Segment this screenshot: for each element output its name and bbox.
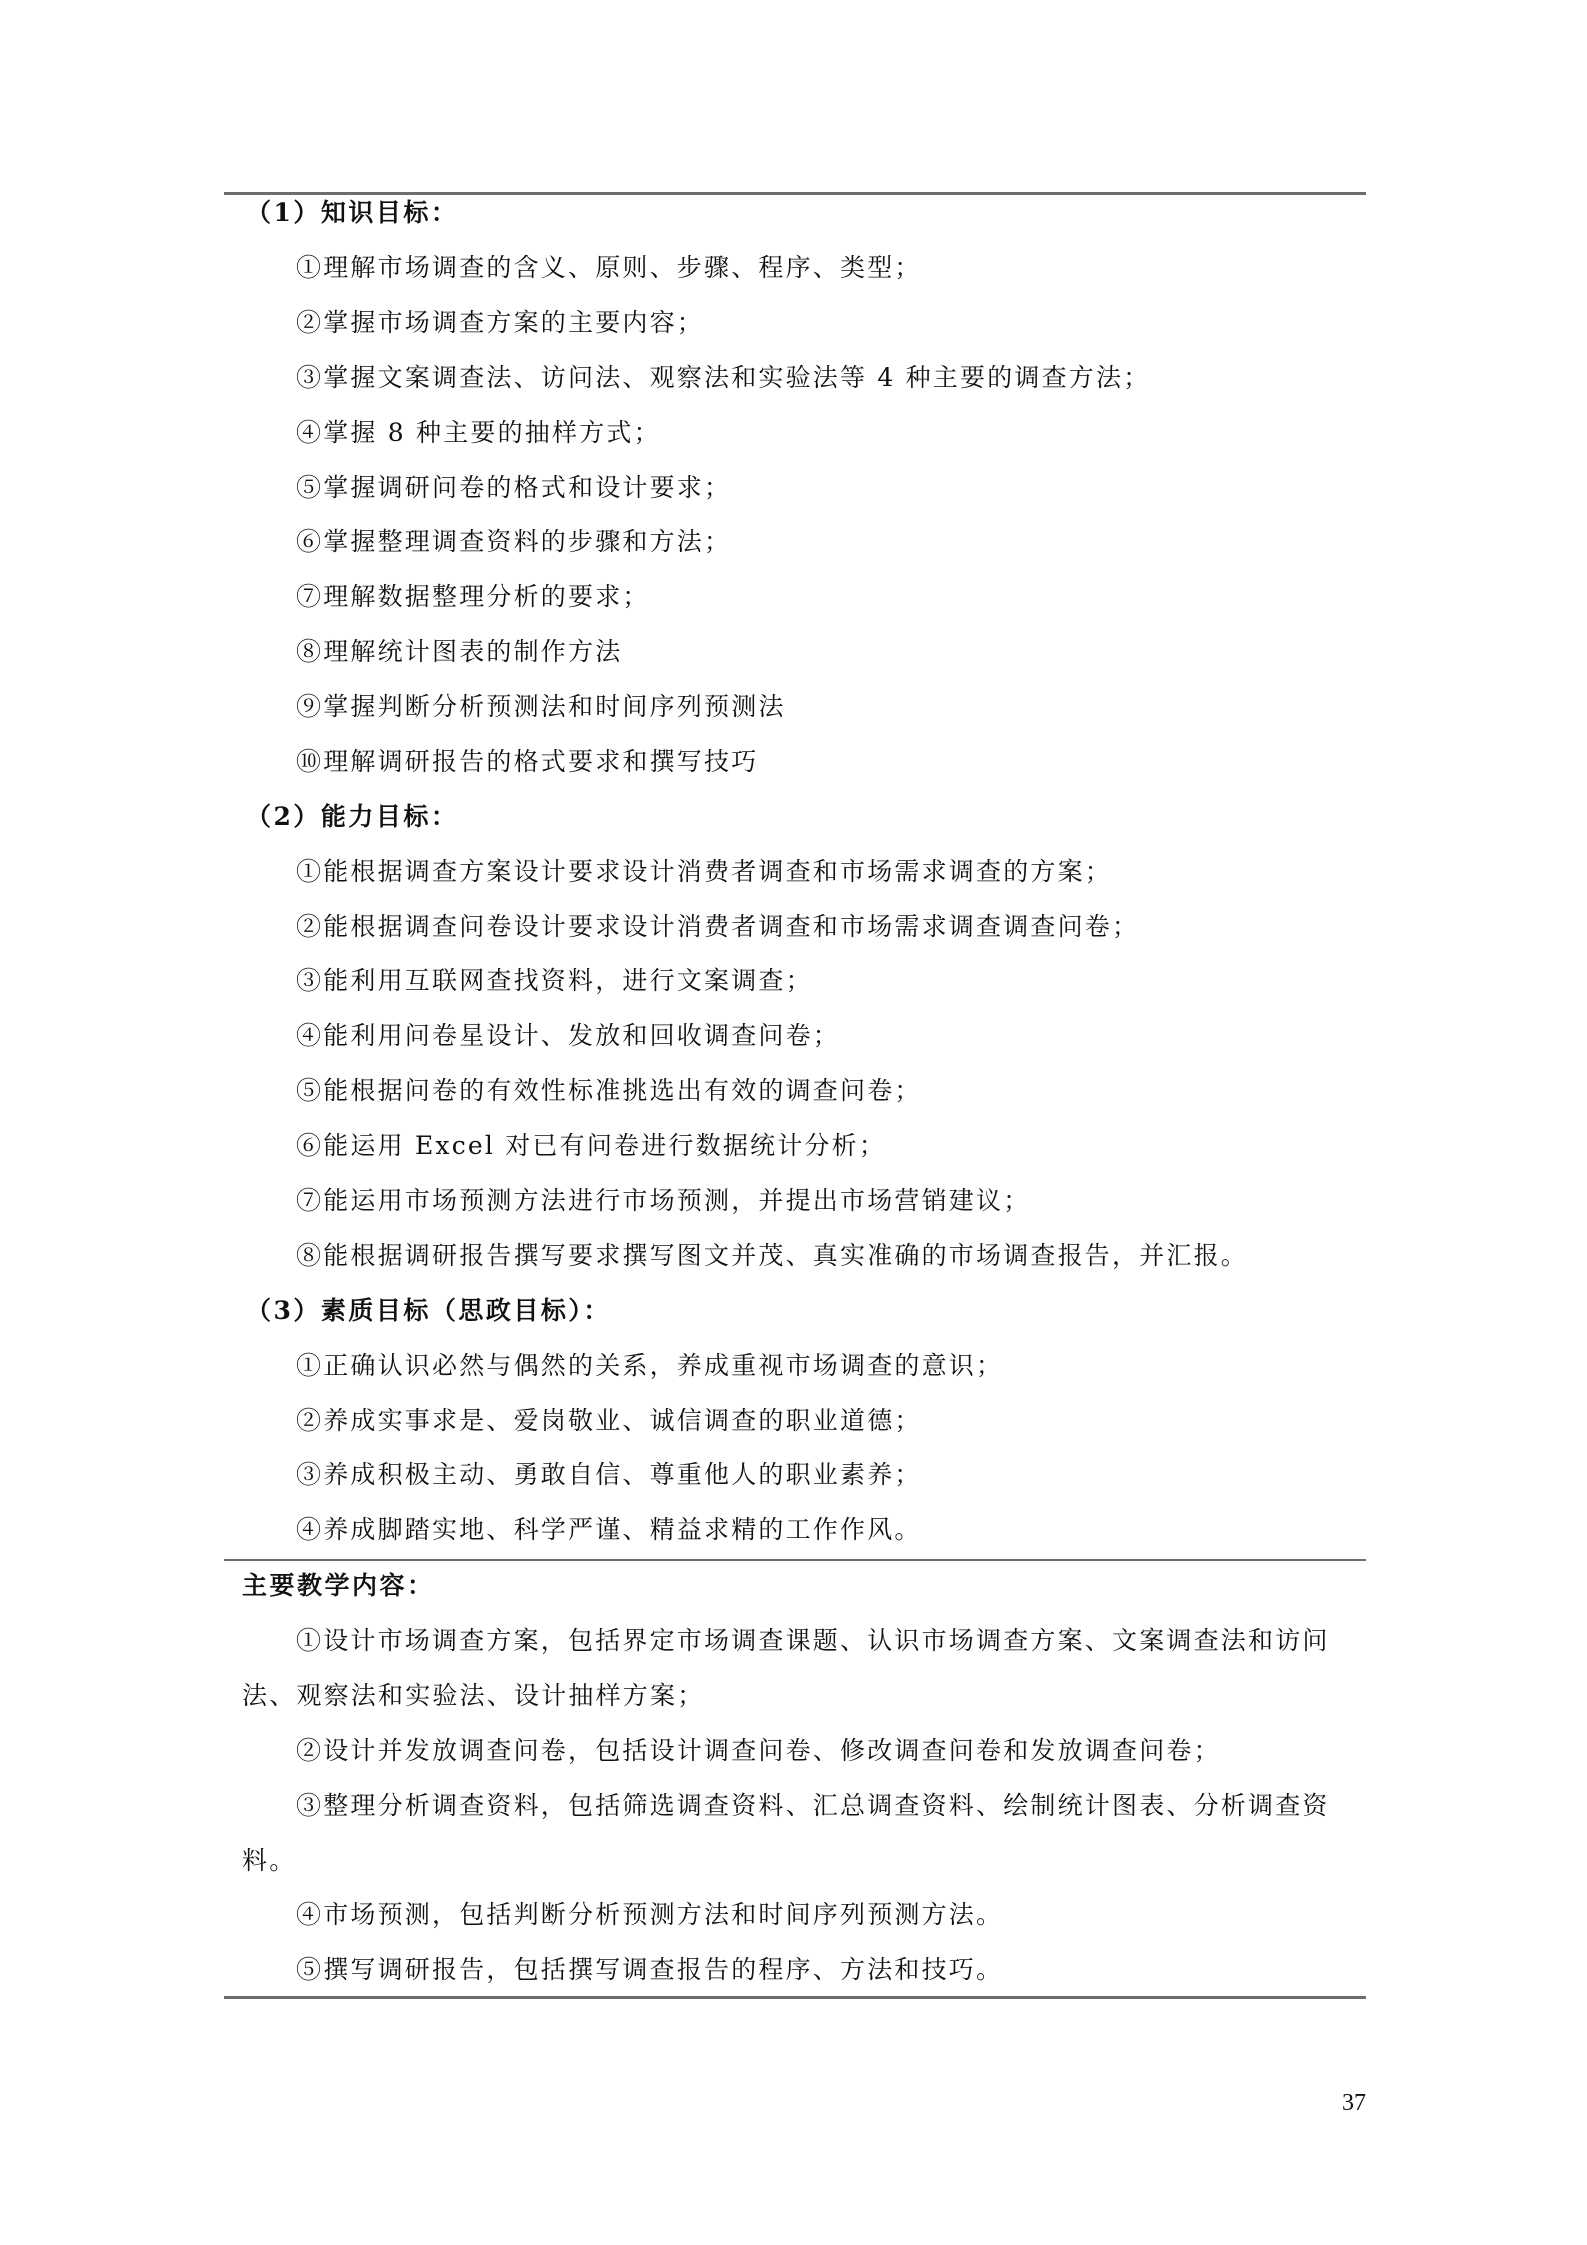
ability-item-2: ②能根据调查问卷设计要求设计消费者调查和市场需求调查调查问卷； (296, 912, 1140, 941)
quality-item-1: ①正确认识必然与偶然的关系，养成重视市场调查的意识； (296, 1351, 1004, 1380)
teaching-content-title: 主要教学内容： (242, 1571, 435, 1600)
content-item-1-line-1: ①设计市场调查方案，包括界定市场调查课题、认识市场调查方案、文案调查法和访问 (296, 1626, 1330, 1655)
knowledge-item-8: ⑧理解统计图表的制作方法 (296, 637, 623, 666)
quality-item-2: ②养成实事求是、爱岗敬业、诚信调查的职业道德； (296, 1406, 922, 1435)
ability-item-8: ⑧能根据调研报告撰写要求撰写图文并茂、真实准确的市场调查报告，并汇报。 (296, 1241, 1249, 1270)
ability-item-4: ④能利用问卷星设计、发放和回收调查问卷； (296, 1021, 841, 1050)
content-item-3-line-1: ③整理分析调查资料，包括筛选调查资料、汇总调查资料、绘制统计图表、分析调查资 (296, 1791, 1330, 1820)
ability-objectives-heading: （2）能力目标： (246, 802, 459, 831)
content-item-1-line-2: 法、观察法和实验法、设计抽样方案； (242, 1681, 705, 1710)
knowledge-item-5: ⑤掌握调研问卷的格式和设计要求； (296, 473, 732, 502)
table-bottom-rule (224, 1996, 1366, 1999)
knowledge-item-7: ⑦理解数据整理分析的要求； (296, 582, 650, 611)
knowledge-item-2: ②掌握市场调查方案的主要内容； (296, 308, 705, 337)
knowledge-item-1: ①理解市场调查的含义、原则、步骤、程序、类型； (296, 253, 922, 282)
quality-item-3: ③养成积极主动、勇敢自信、尊重他人的职业素养； (296, 1460, 922, 1489)
ability-item-3: ③能利用互联网查找资料，进行文案调查； (296, 966, 813, 995)
knowledge-objectives-heading: （1）知识目标： (246, 198, 459, 227)
knowledge-item-6: ⑥掌握整理调查资料的步骤和方法； (296, 527, 732, 556)
knowledge-item-9: ⑨掌握判断分析预测法和时间序列预测法 (296, 692, 786, 721)
content-item-4: ④市场预测，包括判断分析预测方法和时间序列预测方法。 (296, 1900, 1004, 1929)
table-row-divider (224, 1559, 1366, 1561)
page-number: 37 (1342, 2090, 1366, 2116)
quality-objectives-heading: （3）素质目标（思政目标）： (246, 1296, 611, 1325)
knowledge-item-4: ④掌握 8 种主要的抽样方式； (296, 418, 661, 447)
ability-item-6: ⑥能运用 Excel 对已有问卷进行数据统计分析； (296, 1131, 887, 1160)
ability-item-1: ①能根据调查方案设计要求设计消费者调查和市场需求调查的方案； (296, 857, 1113, 886)
knowledge-item-3: ③掌握文案调查法、访问法、观察法和实验法等 4 种主要的调查方法； (296, 363, 1151, 392)
ability-item-5: ⑤能根据问卷的有效性标准挑选出有效的调查问卷； (296, 1076, 922, 1105)
content-item-3-line-2: 料。 (242, 1846, 297, 1875)
table-top-rule (224, 192, 1366, 195)
ability-item-7: ⑦能运用市场预测方法进行市场预测，并提出市场营销建议； (296, 1186, 1031, 1215)
quality-item-4: ④养成脚踏实地、科学严谨、精益求精的工作作风。 (296, 1515, 922, 1544)
content-item-2: ②设计并发放调查问卷，包括设计调查问卷、修改调查问卷和发放调查问卷； (296, 1736, 1221, 1765)
knowledge-item-10: ⑩理解调研报告的格式要求和撰写技巧 (296, 747, 759, 776)
content-item-5: ⑤撰写调研报告，包括撰写调查报告的程序、方法和技巧。 (296, 1955, 1004, 1984)
